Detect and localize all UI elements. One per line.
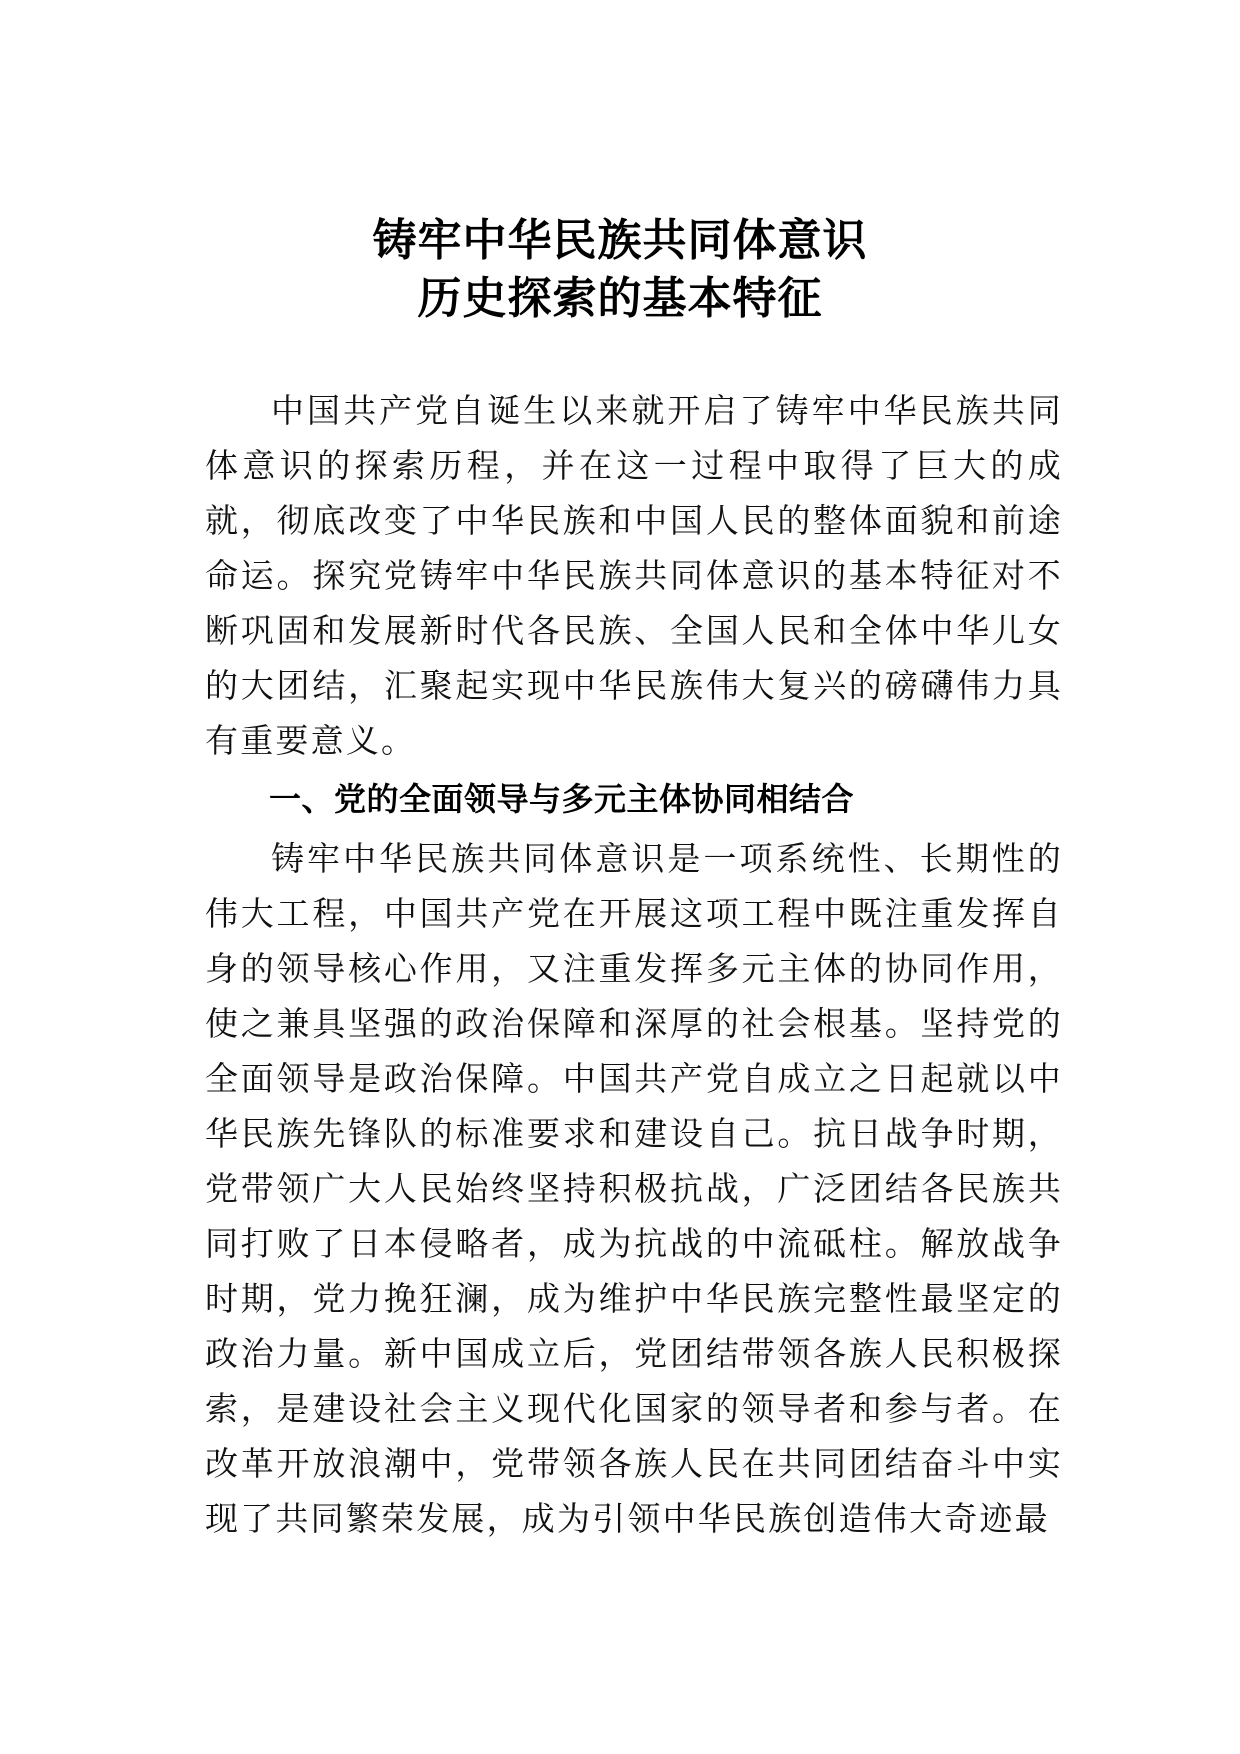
document-body [205, 383, 1063, 1546]
intro-paragraph: 中国共产党自诞生以来就开启了铸牢中华民族共同体意识的探索历程，并在这一过程中取得了巨大的成就，彻底改变了中华民族和中国人民的整体面貌和前途命运。探究党铸牢中华民族共同体意识的基本特征对不断巩固和发展新时代各民族、全国人民和全体中华儿女的大团结，汇聚起实现中华民族伟大复兴的磅礴伟力具有重要意义。 [205, 391, 1063, 760]
title-line-1: 铸牢中华民族共同体意识 [372, 215, 868, 266]
section-paragraph: 铸牢中华民族共同体意识是一项系统性、长期性的伟大工程，中国共产党在开展这项工程中既注重发挥自身的领导核心作用，又注重发挥多元主体的协同作用，使之兼具坚强的政治保障和深厚的社会根基。坚持党的全面领导是政治保障。中国共产党自成立之日起就以中华民族先锋队的标准要求和建设自己。抗日战争时期，党带领广大人民始终坚持积极抗战，广泛团结各民族共同打败了日本侵略者，成为抗战的中流砥柱。解放战争时期，党力挽狂澜，成为维护中华民族完整性最坚定的政治力量。新中国成立后，党团结带领各族人民积极探索，是建设社会主义现代化国家的领导者和参与者。在改革开放浪潮中，党带领各族人民在共同团结奋斗中实现了共同繁荣发展，成为引领中华民族创造伟大奇迹最 [205, 839, 1063, 1538]
document-title [0, 212, 1240, 328]
title-line-2: 历史探索的基本特征 [417, 273, 823, 324]
section-heading: 一、党的全面领导与多元主体协同相结合 [269, 780, 855, 818]
